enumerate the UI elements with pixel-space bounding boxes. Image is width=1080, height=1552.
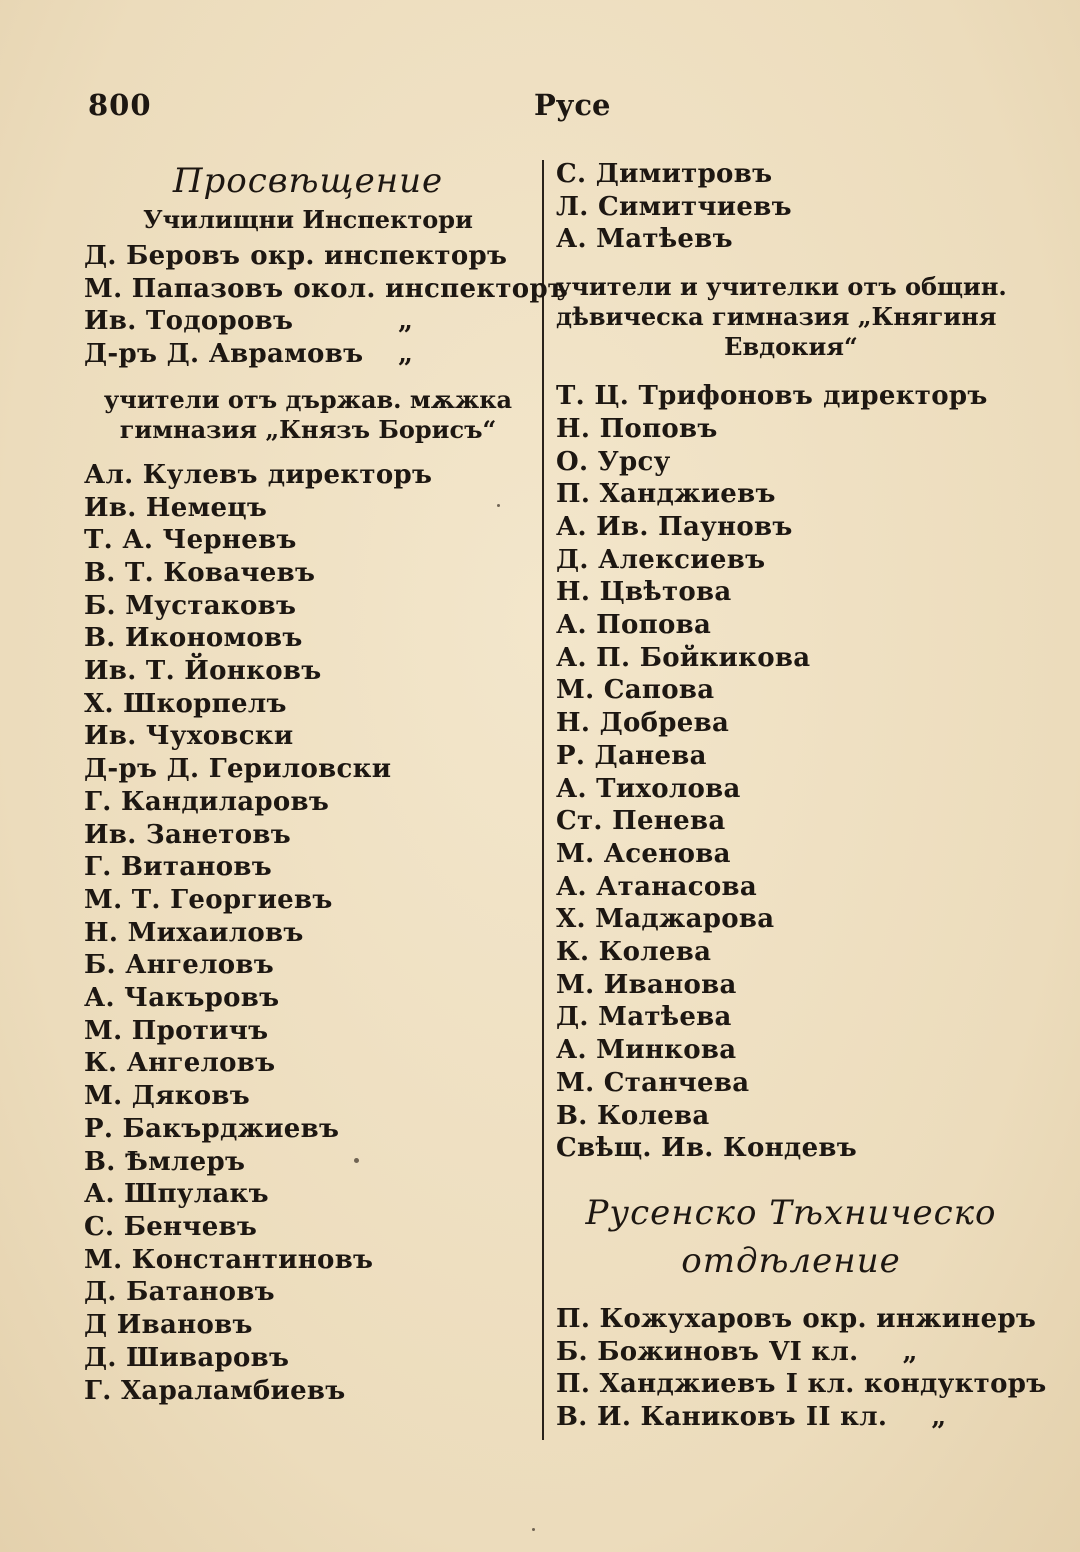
list-item xyxy=(84,688,532,721)
list-item xyxy=(556,707,1026,740)
entry-name: С. Бенчевъ xyxy=(84,1211,258,1242)
list-item xyxy=(84,917,532,950)
list-item xyxy=(84,786,532,819)
entry-name: Ал. Кулевъ xyxy=(84,459,258,490)
entry-role: I кл. кондукторъ xyxy=(785,1369,1047,1400)
list-item xyxy=(556,1001,1026,1034)
ditto-mark: „ xyxy=(931,1402,947,1433)
list-item xyxy=(556,413,1026,446)
entry-name: М. Асенова xyxy=(556,838,731,869)
entry-name: В. И. Каниковъ xyxy=(556,1402,796,1433)
entry-role: окол. инспекторъ xyxy=(293,273,569,304)
entry-name: М. Папазовъ xyxy=(84,273,284,304)
entry-role: директоръ xyxy=(267,459,433,490)
ditto-mark: „ xyxy=(398,306,414,337)
entry-name: Г. Витановъ xyxy=(84,852,272,883)
section-title: Просвѣщение xyxy=(172,161,444,201)
technical-department-title xyxy=(556,1189,1026,1285)
entry-name: Т. Ц. Трифоновъ xyxy=(556,381,814,412)
entry-name: Ив. Т. Йонковъ xyxy=(84,656,322,687)
list-item xyxy=(556,936,1026,969)
entry-name: Б. Мустаковъ xyxy=(84,590,297,621)
entry-name: В. Колева xyxy=(556,1100,710,1131)
entry-name: П. Кожухаровъ xyxy=(556,1303,793,1334)
entry-name: М. Константиновъ xyxy=(84,1244,374,1275)
list-item xyxy=(556,158,1026,191)
girls-gymnasium-heading xyxy=(556,272,1026,362)
inspectors-heading: Училищни Инспектори xyxy=(143,205,473,234)
continued-staff-list xyxy=(556,158,1026,256)
entry-name: Ст. Пенева xyxy=(556,806,726,837)
paper-speck xyxy=(354,1158,359,1163)
list-item xyxy=(84,1015,532,1048)
entry-name: Д. Шиваровъ xyxy=(84,1342,290,1373)
list-item xyxy=(84,459,532,492)
list-item xyxy=(84,819,532,852)
list-item xyxy=(556,1368,1047,1401)
entry-name: В. Ѣмлеръ xyxy=(84,1146,246,1177)
girls-staff-list xyxy=(556,380,1026,1165)
list-item xyxy=(84,1178,532,1211)
list-item xyxy=(84,240,532,273)
list-item xyxy=(556,871,1026,904)
list-item xyxy=(84,622,532,655)
left-column xyxy=(84,158,569,1407)
entry-name: М. Иванова xyxy=(556,969,737,1000)
entry-name: Д-ръ Д. Гериловски xyxy=(84,754,392,785)
entry-name: Д. Алексиевъ xyxy=(556,544,766,575)
entry-name: А. Попова xyxy=(556,610,712,641)
list-item xyxy=(84,1342,532,1375)
paper-speck xyxy=(532,1528,535,1531)
heading-line: дѣвическа гимназия „Княгиня xyxy=(556,302,997,332)
list-item xyxy=(556,1132,1026,1165)
entry-name: О. Урсу xyxy=(556,446,671,477)
entry-name: М. Сапова xyxy=(556,675,715,706)
list-item xyxy=(84,982,532,1015)
entry-name: В. Т. Ковачевъ xyxy=(84,557,316,588)
list-item xyxy=(556,969,1026,1002)
list-item xyxy=(556,609,1026,642)
list-item xyxy=(556,642,1026,675)
list-item xyxy=(84,1047,532,1080)
list-item xyxy=(556,576,1026,609)
list-item xyxy=(556,1034,1026,1067)
list-item xyxy=(556,805,1026,838)
right-column xyxy=(556,158,1047,1434)
entry-name: А. П. Бойкикова xyxy=(556,642,811,673)
entry-name: Х. Маджарова xyxy=(556,904,775,935)
entry-name: В. Икономовъ xyxy=(84,623,303,654)
entry-name: Н. Поповъ xyxy=(556,413,718,444)
running-title: Русе xyxy=(534,88,611,122)
entry-role: II кл. xyxy=(805,1402,888,1433)
gymnasium-heading: учители отъ държав. мѫжка гимназия „Князъ Борисъ“ xyxy=(103,384,513,444)
entry-role: окр. инжинеръ xyxy=(802,1303,1037,1334)
entry-name: Т. А. Черневъ xyxy=(84,525,297,556)
list-item xyxy=(84,590,532,623)
entry-name: Д. Матѣева xyxy=(556,1002,732,1033)
list-item xyxy=(84,949,532,982)
technical-staff-list xyxy=(556,1303,1047,1434)
list-item xyxy=(556,903,1026,936)
list-item xyxy=(84,1276,532,1309)
entry-name: Б. Божиновъ xyxy=(556,1336,760,1367)
list-item xyxy=(84,851,532,884)
title-line: Русенско Тѣхническо xyxy=(585,1192,997,1233)
entry-name: А. Чакъровъ xyxy=(84,983,280,1014)
list-item xyxy=(556,1303,1037,1336)
list-item xyxy=(556,478,1026,511)
list-item xyxy=(556,380,1026,413)
list-item xyxy=(556,511,1026,544)
list-item xyxy=(556,773,1026,806)
entry-name: Л. Симитчиевъ xyxy=(556,191,792,222)
entry-name: А. Атанасова xyxy=(556,871,757,902)
entry-name: Свѣщ. Ив. Кондевъ xyxy=(556,1133,858,1164)
entry-name: С. Димитровъ xyxy=(556,159,773,189)
entry-name: Ив. Чуховски xyxy=(84,721,294,752)
entry-role: окр. инспекторъ xyxy=(250,241,508,271)
entry-name: А. Тихолова xyxy=(556,773,741,804)
entry-name: М. Дяковъ xyxy=(84,1081,251,1112)
list-item xyxy=(84,524,532,557)
entry-name: М. Станчева xyxy=(556,1067,750,1098)
entry-name: Г. Хараламбиевъ xyxy=(84,1375,346,1406)
list-item xyxy=(84,1211,532,1244)
entry-name: Ив. Занетовъ xyxy=(84,819,291,850)
entry-name: Н. Цвѣтова xyxy=(556,577,732,608)
list-item xyxy=(84,720,532,753)
heading-line: учители и учителки отъ общин. xyxy=(556,272,1007,302)
entry-name: П. Ханджиевъ xyxy=(556,479,776,510)
list-item xyxy=(84,273,569,306)
entry-name: А. Ив. Пауновъ xyxy=(556,511,793,542)
ditto-mark: „ xyxy=(902,1336,918,1367)
entry-name: Н. Добрева xyxy=(556,708,730,739)
paper-speck xyxy=(497,504,500,507)
entry-name: Д Ивановъ xyxy=(84,1310,253,1341)
entry-name: П. Ханджиевъ xyxy=(556,1369,776,1400)
list-item xyxy=(556,838,1026,871)
heading-line: Евдокия“ xyxy=(724,332,858,362)
entry-name: Ив. Тодоровъ xyxy=(84,306,294,337)
entry-name: А. Матѣевъ xyxy=(556,224,733,255)
list-item xyxy=(556,223,1026,256)
entry-name: Д. Беровъ xyxy=(84,241,241,271)
entry-name: Р. Бакърджиевъ xyxy=(84,1113,340,1144)
entry-name: К. Колева xyxy=(556,937,712,968)
list-item xyxy=(556,191,1026,224)
entry-name: А. Минкова xyxy=(556,1035,737,1066)
column-rule xyxy=(542,160,544,1440)
entry-name: Д. Батановъ xyxy=(84,1277,275,1308)
list-item xyxy=(84,884,532,917)
list-item xyxy=(556,740,1026,773)
list-item xyxy=(84,1080,532,1113)
entry-name: Р. Данева xyxy=(556,740,707,771)
list-item xyxy=(84,338,532,371)
title-line: отдѣление xyxy=(681,1240,901,1281)
gymnasium-staff-list xyxy=(84,459,532,1407)
entry-name: Ив. Немецъ xyxy=(84,492,268,523)
page-number: 800 xyxy=(88,88,152,122)
list-item xyxy=(556,1336,1026,1369)
list-item xyxy=(84,1146,532,1179)
list-item xyxy=(556,446,1026,479)
ditto-mark: „ xyxy=(398,339,414,370)
entry-role: директоръ xyxy=(823,381,988,412)
list-item xyxy=(84,1309,532,1342)
entry-name: М. Протичъ xyxy=(84,1015,269,1046)
entry-name: Н. Михаиловъ xyxy=(84,917,304,948)
list-item xyxy=(84,753,532,786)
list-item xyxy=(84,1375,532,1408)
list-item xyxy=(84,492,532,525)
list-item xyxy=(84,557,532,590)
list-item xyxy=(556,1401,1026,1434)
entry-name: К. Ангеловъ xyxy=(84,1048,276,1079)
entry-name: М. Т. Георгиевъ xyxy=(84,884,333,915)
list-item xyxy=(84,305,532,338)
list-item xyxy=(556,1100,1026,1133)
list-item xyxy=(84,1113,532,1146)
inspectors-list xyxy=(84,240,569,371)
entry-name: Б. Ангеловъ xyxy=(84,950,274,981)
list-item xyxy=(556,544,1026,577)
list-item xyxy=(84,1244,532,1277)
entry-name: А. Шпулакъ xyxy=(84,1179,269,1210)
list-item xyxy=(84,655,532,688)
list-item xyxy=(556,674,1026,707)
entry-role: VI кл. xyxy=(769,1336,859,1367)
entry-name: Г. Кандиларовъ xyxy=(84,786,330,817)
entry-name: Х. Шкорпелъ xyxy=(84,688,287,719)
entry-name: Д-ръ Д. Аврамовъ xyxy=(84,339,364,370)
list-item xyxy=(556,1067,1026,1100)
